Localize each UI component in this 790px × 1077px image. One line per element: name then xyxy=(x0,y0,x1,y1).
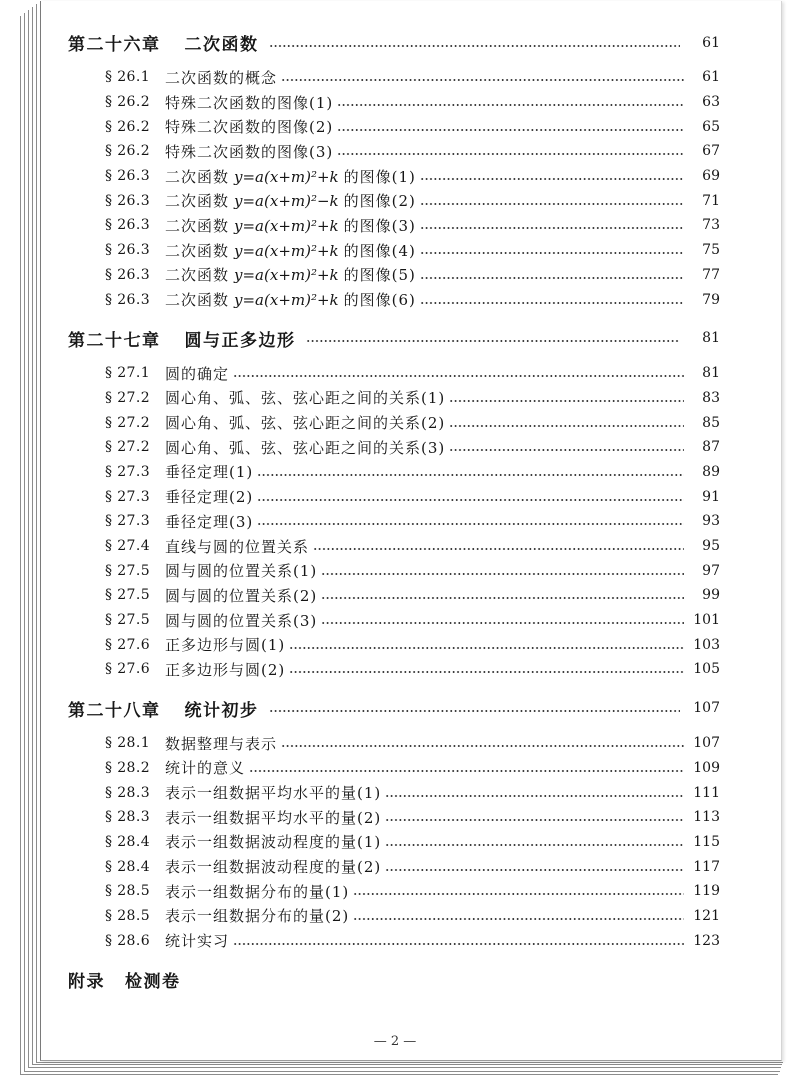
page-number: 69 xyxy=(702,168,720,185)
page-number: 115 xyxy=(693,833,720,850)
chapter-heading xyxy=(68,696,720,721)
section-title xyxy=(165,215,416,236)
section-entry xyxy=(68,879,720,904)
page-number: 71 xyxy=(702,192,720,209)
section-number: § 28.4 xyxy=(105,858,151,875)
section-entry xyxy=(68,386,720,411)
page-number: 73 xyxy=(702,217,720,234)
section-title: 表示一组数据平均水平的量(2) xyxy=(165,808,382,827)
section-entry xyxy=(68,90,720,115)
section-title-prefix: 二次函数 xyxy=(165,241,230,260)
chapter-title: 统计初步 xyxy=(184,700,259,721)
section-number: § 26.3 xyxy=(105,217,151,234)
leader-dots xyxy=(281,78,684,82)
page-number: 123 xyxy=(693,932,720,949)
section-entry xyxy=(68,854,720,879)
section-title: 表示一组数据波动程度的量(1) xyxy=(165,833,382,852)
page-number: 97 xyxy=(702,562,720,579)
page-number: 63 xyxy=(702,94,720,111)
section-title: 圆心角、弧、弦、弦心距之间的关系(2) xyxy=(165,414,446,433)
section-title: 正多边形与圆(1) xyxy=(165,636,286,655)
section-number: § 28.1 xyxy=(105,735,151,752)
page-number: 111 xyxy=(693,784,720,801)
formula: y=a(x+m)²+k xyxy=(234,216,339,235)
formula: y=a(x+m)²+k xyxy=(234,241,339,260)
page-number: 65 xyxy=(702,118,720,135)
chapter-group xyxy=(68,30,720,312)
section-title: 圆与圆的位置关系(1) xyxy=(165,562,318,581)
section-title xyxy=(165,289,416,310)
section-number: § 27.2 xyxy=(105,439,151,456)
leader-dots xyxy=(337,128,684,132)
page-number: 81 xyxy=(702,365,720,382)
page-number: 107 xyxy=(693,700,720,717)
section-title xyxy=(165,166,416,187)
page-number: 77 xyxy=(702,266,720,283)
section-number: § 26.3 xyxy=(105,192,151,209)
section-entry xyxy=(68,928,720,953)
leader-dots xyxy=(289,670,684,674)
leader-dots xyxy=(420,226,684,230)
page-number: 85 xyxy=(702,414,720,431)
section-number: § 28.6 xyxy=(105,932,151,949)
leader-dots xyxy=(337,152,684,156)
chapter-number: 第二十八章 xyxy=(68,700,161,721)
section-number: § 28.4 xyxy=(105,833,151,850)
section-title: 特殊二次函数的图像(3) xyxy=(165,142,334,161)
appendix-label: 附录 xyxy=(68,972,105,992)
page-number: 79 xyxy=(702,291,720,308)
section-number: § 28.5 xyxy=(105,907,151,924)
leader-dots xyxy=(385,843,684,847)
section-title: 表示一组数据波动程度的量(2) xyxy=(165,858,382,877)
leader-dots xyxy=(289,646,684,650)
section-entry xyxy=(68,263,720,288)
leader-dots xyxy=(257,473,684,477)
section-entry xyxy=(68,114,720,139)
formula: y=a(x+m)²+k xyxy=(234,291,339,310)
page-number: 91 xyxy=(702,488,720,505)
page-number: 117 xyxy=(693,858,720,875)
leader-dots xyxy=(353,917,684,921)
section-entry xyxy=(68,608,720,633)
page-number: 95 xyxy=(702,538,720,555)
section-entry xyxy=(68,435,720,460)
section-number: § 28.5 xyxy=(105,883,151,900)
leader-dots xyxy=(449,399,684,403)
leader-dots xyxy=(420,177,684,181)
section-title-prefix: 二次函数 xyxy=(165,192,230,211)
section-entry xyxy=(68,65,720,90)
section-entry xyxy=(68,213,720,238)
section-entry xyxy=(68,287,720,312)
section-title: 二次函数的概念 xyxy=(165,68,278,87)
page-number: 87 xyxy=(702,439,720,456)
section-title: 圆与圆的位置关系(2) xyxy=(165,586,318,605)
section-number: § 27.1 xyxy=(105,365,151,382)
section-title-suffix: 的图像(3) xyxy=(343,216,416,235)
leader-dots xyxy=(449,448,684,452)
section-entry xyxy=(68,460,720,485)
leader-dots xyxy=(321,621,684,625)
section-entry xyxy=(68,139,720,164)
section-number: § 27.3 xyxy=(105,513,151,530)
chapter-title: 二次函数 xyxy=(184,35,259,55)
section-title-suffix: 的图像(2) xyxy=(343,192,416,211)
section-entry xyxy=(68,632,720,657)
section-title: 表示一组数据分布的量(1) xyxy=(165,882,350,901)
section-title: 统计的意义 xyxy=(165,759,246,778)
chapter-number: 第二十七章 xyxy=(68,330,161,351)
section-title: 特殊二次函数的图像(1) xyxy=(165,93,334,112)
section-number: § 26.3 xyxy=(105,266,151,283)
section-title xyxy=(165,264,416,285)
leader-dots xyxy=(281,744,684,748)
leader-dots xyxy=(353,892,684,896)
section-title-prefix: 二次函数 xyxy=(165,291,230,310)
section-title-suffix: 的图像(6) xyxy=(343,291,416,310)
page-number: 119 xyxy=(693,883,720,900)
section-number: § 26.3 xyxy=(105,242,151,259)
section-title-prefix: 二次函数 xyxy=(165,216,230,235)
chapter-heading xyxy=(68,326,720,351)
section-entry xyxy=(68,805,720,830)
appendix-heading xyxy=(68,967,720,992)
section-title: 表示一组数据平均水平的量(1) xyxy=(165,784,382,803)
leader-dots xyxy=(233,942,684,946)
leader-dots xyxy=(385,794,684,798)
section-title: 圆与圆的位置关系(3) xyxy=(165,611,318,630)
section-number: § 27.3 xyxy=(105,488,151,505)
section-number: § 27.6 xyxy=(105,661,151,678)
leader-dots xyxy=(385,818,684,822)
section-number: § 26.1 xyxy=(105,69,151,86)
section-entry xyxy=(68,830,720,855)
section-number: § 26.3 xyxy=(105,291,151,308)
leader-dots xyxy=(337,103,684,107)
page-number: 113 xyxy=(693,809,720,826)
page-number: 105 xyxy=(693,661,720,678)
section-number: § 27.5 xyxy=(105,612,151,629)
section-number: § 27.5 xyxy=(105,587,151,604)
page-number: 103 xyxy=(693,636,720,653)
page-number: 67 xyxy=(702,143,720,160)
leader-dots xyxy=(420,251,684,255)
leader-dots xyxy=(321,572,684,576)
section-title xyxy=(165,190,416,211)
page-number: 61 xyxy=(702,34,720,51)
section-entry xyxy=(68,164,720,189)
appendix-title: 检测卷 xyxy=(125,972,181,992)
section-title: 表示一组数据分布的量(2) xyxy=(165,907,350,926)
chapter-heading xyxy=(68,30,720,55)
section-number: § 27.3 xyxy=(105,463,151,480)
page-number: 109 xyxy=(693,759,720,776)
section-entry xyxy=(68,534,720,559)
section-entry xyxy=(68,410,720,435)
formula: y=a(x+m)²−k xyxy=(234,192,339,211)
page-number: 121 xyxy=(693,907,720,924)
section-title: 正多边形与圆(2) xyxy=(165,660,286,679)
leader-dots xyxy=(257,498,684,502)
section-title: 垂径定理(3) xyxy=(165,512,254,531)
section-number: § 27.2 xyxy=(105,389,151,406)
section-title: 直线与圆的位置关系 xyxy=(165,537,310,556)
section-entry xyxy=(68,780,720,805)
section-entry xyxy=(68,484,720,509)
formula: y=a(x+m)²+k xyxy=(234,167,339,186)
leader-dots xyxy=(233,374,684,378)
section-entry xyxy=(68,731,720,756)
section-title: 垂径定理(1) xyxy=(165,463,254,482)
section-title-suffix: 的图像(5) xyxy=(343,266,416,285)
leader-dots xyxy=(420,301,684,305)
section-entry xyxy=(68,904,720,929)
section-number: § 26.2 xyxy=(105,143,151,160)
chapter-title: 圆与正多边形 xyxy=(184,330,296,351)
section-title: 圆心角、弧、弦、弦心距之间的关系(1) xyxy=(165,389,446,408)
leader-dots xyxy=(420,276,684,280)
leader-dots xyxy=(321,596,684,600)
section-title-prefix: 二次函数 xyxy=(165,167,230,186)
section-title: 圆的确定 xyxy=(165,364,230,383)
section-entry xyxy=(68,583,720,608)
page-number: 101 xyxy=(693,612,720,629)
section-entry xyxy=(68,238,720,263)
section-entry xyxy=(68,558,720,583)
section-number: § 28.3 xyxy=(105,784,151,801)
section-number: § 26.2 xyxy=(105,94,151,111)
section-title-suffix: 的图像(1) xyxy=(343,167,416,186)
leader-dots xyxy=(420,202,684,206)
leader-dots xyxy=(249,769,684,773)
leader-dots xyxy=(449,424,684,428)
section-entry xyxy=(68,756,720,781)
section-title xyxy=(165,240,416,261)
page-number: 93 xyxy=(702,513,720,530)
page-number: 61 xyxy=(702,69,720,86)
chapter-group xyxy=(68,696,720,953)
leader-dots xyxy=(257,522,684,526)
section-entry xyxy=(68,188,720,213)
section-title: 特殊二次函数的图像(2) xyxy=(165,118,334,137)
section-number: § 28.2 xyxy=(105,759,151,776)
section-number: § 26.3 xyxy=(105,168,151,185)
section-title-suffix: 的图像(4) xyxy=(343,241,416,260)
page-number: 81 xyxy=(702,330,720,347)
section-entry xyxy=(68,509,720,534)
section-entry xyxy=(68,361,720,386)
section-entry xyxy=(68,657,720,682)
section-number: § 27.5 xyxy=(105,562,151,579)
section-number: § 27.6 xyxy=(105,636,151,653)
section-number: § 26.2 xyxy=(105,118,151,135)
leader-dots xyxy=(385,868,684,872)
leader-dots xyxy=(313,547,684,551)
page-number: 83 xyxy=(702,389,720,406)
section-title: 圆心角、弧、弦、弦心距之间的关系(3) xyxy=(165,438,446,457)
section-number: § 28.3 xyxy=(105,809,151,826)
page-number: 99 xyxy=(702,587,720,604)
chapter-group xyxy=(68,326,720,682)
section-number: § 27.4 xyxy=(105,538,151,555)
section-title: 统计实习 xyxy=(165,932,230,951)
formula: y=a(x+m)²+k xyxy=(234,266,339,285)
table-of-contents xyxy=(68,30,720,992)
page-number: 89 xyxy=(702,463,720,480)
section-number: § 27.2 xyxy=(105,414,151,431)
leader-dots xyxy=(269,709,681,713)
chapter-number: 第二十六章 xyxy=(68,35,161,55)
footer-page-number: — 2 — xyxy=(373,1034,417,1049)
section-title: 垂径定理(2) xyxy=(165,488,254,507)
page-number: 107 xyxy=(693,735,720,752)
section-title: 数据整理与表示 xyxy=(165,734,278,753)
page-number: 75 xyxy=(702,242,720,259)
leader-dots xyxy=(269,44,681,48)
leader-dots xyxy=(306,339,681,343)
section-title-prefix: 二次函数 xyxy=(165,266,230,285)
